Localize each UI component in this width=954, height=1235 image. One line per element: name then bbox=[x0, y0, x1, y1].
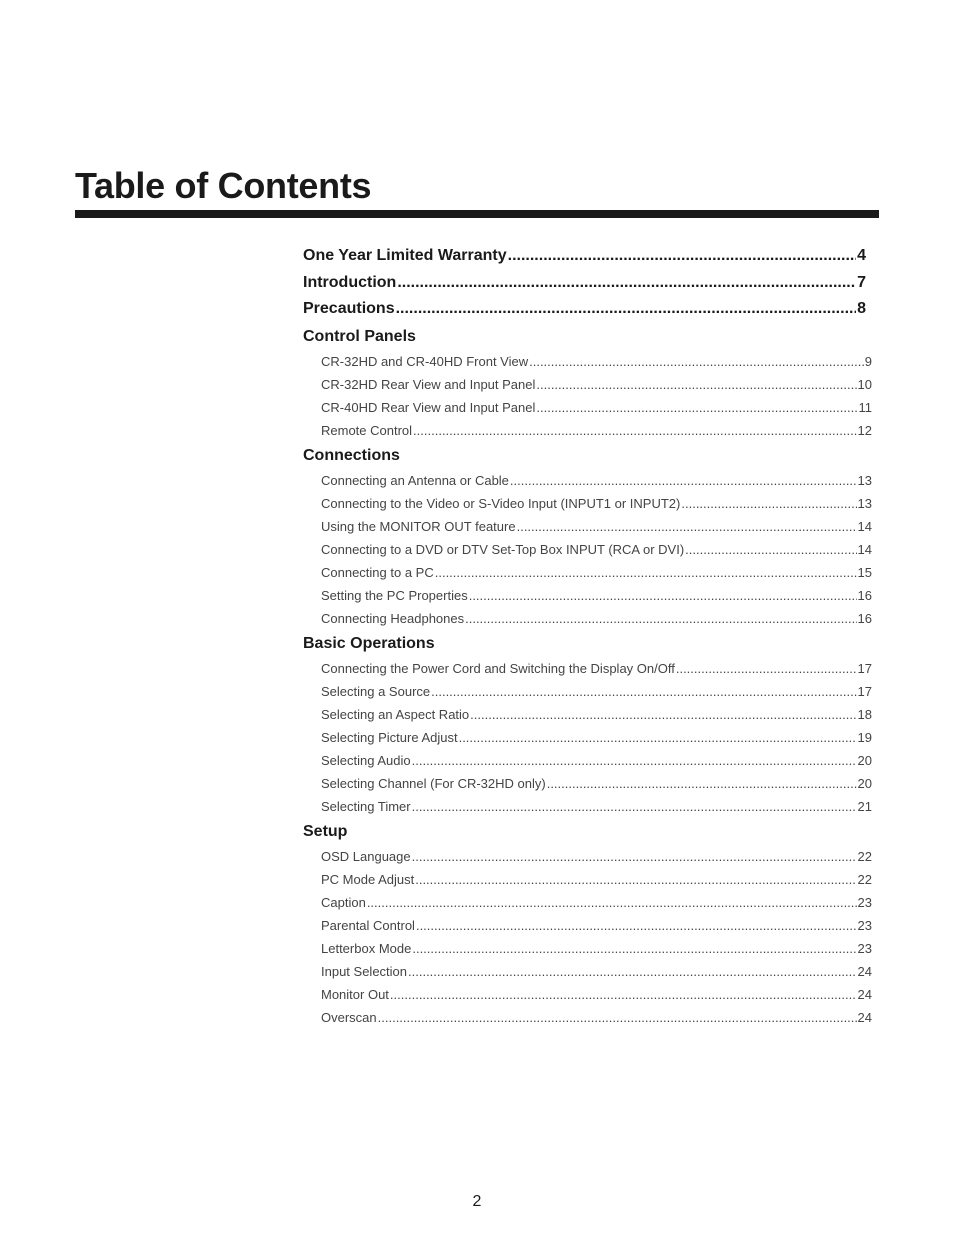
dot-leader bbox=[469, 584, 857, 607]
toc-entry[interactable] bbox=[321, 419, 872, 442]
dot-leader bbox=[412, 795, 857, 818]
toc-entry[interactable] bbox=[321, 960, 872, 983]
toc-entry[interactable] bbox=[321, 561, 872, 584]
toc-page-number: 24 bbox=[857, 963, 872, 979]
toc-entry[interactable] bbox=[321, 657, 872, 680]
title-rule bbox=[75, 210, 879, 218]
toc-entry[interactable] bbox=[321, 538, 872, 561]
toc-page-number: 20 bbox=[857, 752, 872, 768]
dot-leader bbox=[685, 538, 856, 561]
toc-entry[interactable] bbox=[321, 845, 872, 868]
toc-entry[interactable] bbox=[321, 396, 872, 419]
section-entries bbox=[303, 469, 872, 630]
toc-entry-label: Connecting Headphones bbox=[321, 610, 465, 626]
toc-page-number: 17 bbox=[857, 683, 872, 699]
toc-major-entry-precautions[interactable] bbox=[303, 296, 866, 323]
toc-entry-label: Input Selection bbox=[321, 963, 408, 979]
dot-leader bbox=[517, 515, 857, 538]
section-heading-label: Basic Operations bbox=[303, 634, 435, 652]
toc-entry[interactable] bbox=[321, 492, 872, 515]
toc-major-entry-warranty[interactable] bbox=[303, 243, 866, 270]
dot-leader bbox=[431, 680, 856, 703]
footer-page-number: 2 bbox=[472, 1193, 482, 1210]
dot-leader bbox=[435, 561, 857, 584]
toc-page-number: 8 bbox=[857, 300, 866, 317]
toc-entry-label: Introduction bbox=[303, 273, 397, 291]
toc-entry-label: Precautions bbox=[303, 300, 395, 317]
toc-page-number: 17 bbox=[857, 660, 872, 676]
section-heading-basic-operations[interactable] bbox=[303, 631, 872, 657]
toc-entry-label: Overscan bbox=[321, 1009, 377, 1025]
toc-entry[interactable] bbox=[321, 515, 872, 538]
dot-leader bbox=[415, 868, 856, 891]
toc-entry[interactable] bbox=[321, 937, 872, 960]
toc-entry-label: CR-32HD Rear View and Input Panel bbox=[321, 376, 536, 392]
toc-entry-label: Connecting to a PC bbox=[321, 564, 434, 580]
dot-leader bbox=[412, 749, 857, 772]
toc-page-number: 19 bbox=[857, 729, 872, 745]
dot-leader bbox=[390, 983, 857, 1006]
dot-leader bbox=[508, 243, 856, 270]
dot-leader bbox=[470, 703, 856, 726]
toc-entry-label: Selecting Audio bbox=[321, 752, 411, 768]
dot-leader bbox=[378, 1006, 857, 1029]
dot-leader bbox=[367, 891, 857, 914]
toc-entry-label: One Year Limited Warranty bbox=[303, 247, 507, 264]
toc-entry-label: Selecting Channel (For CR-32HD only) bbox=[321, 775, 546, 791]
section-heading-setup[interactable] bbox=[303, 819, 872, 845]
dot-leader bbox=[412, 845, 857, 868]
dot-leader bbox=[536, 396, 857, 419]
toc-page-number: 23 bbox=[857, 940, 872, 956]
toc-entry-label: CR-32HD and CR-40HD Front View bbox=[321, 353, 529, 369]
toc-entry[interactable] bbox=[321, 703, 872, 726]
section-heading-connections[interactable] bbox=[303, 443, 872, 469]
dot-leader bbox=[536, 373, 856, 396]
toc-entry[interactable] bbox=[321, 891, 872, 914]
dot-leader bbox=[465, 607, 856, 630]
toc-entry-label: Caption bbox=[321, 894, 366, 910]
section-heading-label: Connections bbox=[303, 446, 400, 464]
toc-page-number: 22 bbox=[857, 848, 872, 864]
dot-leader bbox=[416, 914, 857, 937]
toc-entry-label: Connecting to the Video or S-Video Input (INPUT1 or INPUT2) bbox=[321, 495, 681, 511]
toc-page-number: 21 bbox=[857, 798, 872, 814]
toc-page-number: 16 bbox=[857, 587, 872, 603]
toc-page-number: 18 bbox=[857, 706, 872, 722]
toc-entry[interactable] bbox=[321, 469, 872, 492]
toc-entry[interactable] bbox=[321, 772, 872, 795]
toc-page-number: 23 bbox=[857, 917, 872, 933]
toc-entry[interactable] bbox=[321, 607, 872, 630]
toc-entry-label: Connecting the Power Cord and Switching the Display On/Off bbox=[321, 660, 675, 676]
toc-entry-label: Connecting to a DVD or DTV Set-Top Box INPUT (RCA or DVI) bbox=[321, 541, 685, 557]
toc-entry-label: OSD Language bbox=[321, 848, 411, 864]
toc-entry-label: Letterbox Mode bbox=[321, 940, 412, 956]
dot-leader bbox=[413, 419, 856, 442]
toc-entry-label: Monitor Out bbox=[321, 986, 389, 1002]
toc-page-number: 7 bbox=[857, 273, 866, 291]
table-of-contents bbox=[303, 243, 872, 1029]
toc-entry[interactable] bbox=[321, 350, 872, 373]
section-heading-control-panels[interactable] bbox=[303, 324, 872, 350]
toc-page-number: 14 bbox=[857, 518, 872, 534]
dot-leader bbox=[681, 492, 856, 515]
toc-page-number: 24 bbox=[857, 1009, 872, 1025]
toc-entry-label: CR-40HD Rear View and Input Panel bbox=[321, 399, 536, 415]
dot-leader bbox=[547, 772, 857, 795]
toc-page-number: 11 bbox=[858, 399, 872, 415]
dot-leader bbox=[676, 657, 857, 680]
toc-page-number: 23 bbox=[857, 894, 872, 910]
toc-entry[interactable] bbox=[321, 373, 872, 396]
toc-page-number: 24 bbox=[857, 986, 872, 1002]
toc-page-number: 22 bbox=[857, 871, 872, 887]
dot-leader bbox=[397, 270, 856, 297]
toc-entry-label: Selecting an Aspect Ratio bbox=[321, 706, 470, 722]
toc-page-number: 16 bbox=[857, 610, 872, 626]
toc-entry-label: Parental Control bbox=[321, 917, 415, 933]
toc-page-number: 13 bbox=[857, 495, 872, 511]
toc-entry[interactable] bbox=[321, 749, 872, 772]
toc-entry-label: Selecting Picture Adjust bbox=[321, 729, 458, 745]
dot-leader bbox=[412, 937, 856, 960]
dot-leader bbox=[408, 960, 857, 983]
toc-entry-label: PC Mode Adjust bbox=[321, 871, 415, 887]
section-entries bbox=[303, 350, 872, 442]
page-title: Table of Contents bbox=[75, 165, 372, 206]
toc-entry-label: Selecting a Source bbox=[321, 683, 431, 699]
toc-page-number: 4 bbox=[857, 247, 866, 264]
toc-major-entry-introduction[interactable] bbox=[303, 270, 866, 297]
toc-page-number: 12 bbox=[857, 422, 872, 438]
toc-entry[interactable] bbox=[321, 726, 872, 749]
dot-leader bbox=[396, 296, 857, 323]
toc-page-number: 13 bbox=[857, 472, 872, 488]
toc-entry[interactable] bbox=[321, 983, 872, 1006]
toc-entry[interactable] bbox=[321, 1006, 872, 1029]
toc-entry-label: Connecting an Antenna or Cable bbox=[321, 472, 509, 488]
section-entries bbox=[303, 845, 872, 1029]
dot-leader bbox=[510, 469, 857, 492]
toc-page-number: 15 bbox=[857, 564, 872, 580]
section-heading-label: Control Panels bbox=[303, 327, 416, 345]
dot-leader bbox=[459, 726, 857, 749]
toc-entry-label: Selecting Timer bbox=[321, 798, 411, 814]
toc-page-number: 14 bbox=[857, 541, 872, 557]
toc-page-number: 9 bbox=[864, 353, 872, 369]
toc-entry[interactable] bbox=[321, 914, 872, 937]
toc-entry[interactable] bbox=[321, 584, 872, 607]
section-heading-label: Setup bbox=[303, 822, 348, 840]
section-entries bbox=[303, 657, 872, 818]
toc-entry[interactable] bbox=[321, 795, 872, 818]
toc-entry-label: Setting the PC Properties bbox=[321, 587, 468, 603]
dot-leader bbox=[529, 350, 864, 373]
toc-entry-label: Remote Control bbox=[321, 422, 413, 438]
toc-entry-label: Using the MONITOR OUT feature bbox=[321, 518, 516, 534]
toc-page-number: 10 bbox=[857, 376, 872, 392]
toc-entry[interactable] bbox=[321, 680, 872, 703]
toc-entry[interactable] bbox=[321, 868, 872, 891]
toc-page-number: 20 bbox=[857, 775, 872, 791]
